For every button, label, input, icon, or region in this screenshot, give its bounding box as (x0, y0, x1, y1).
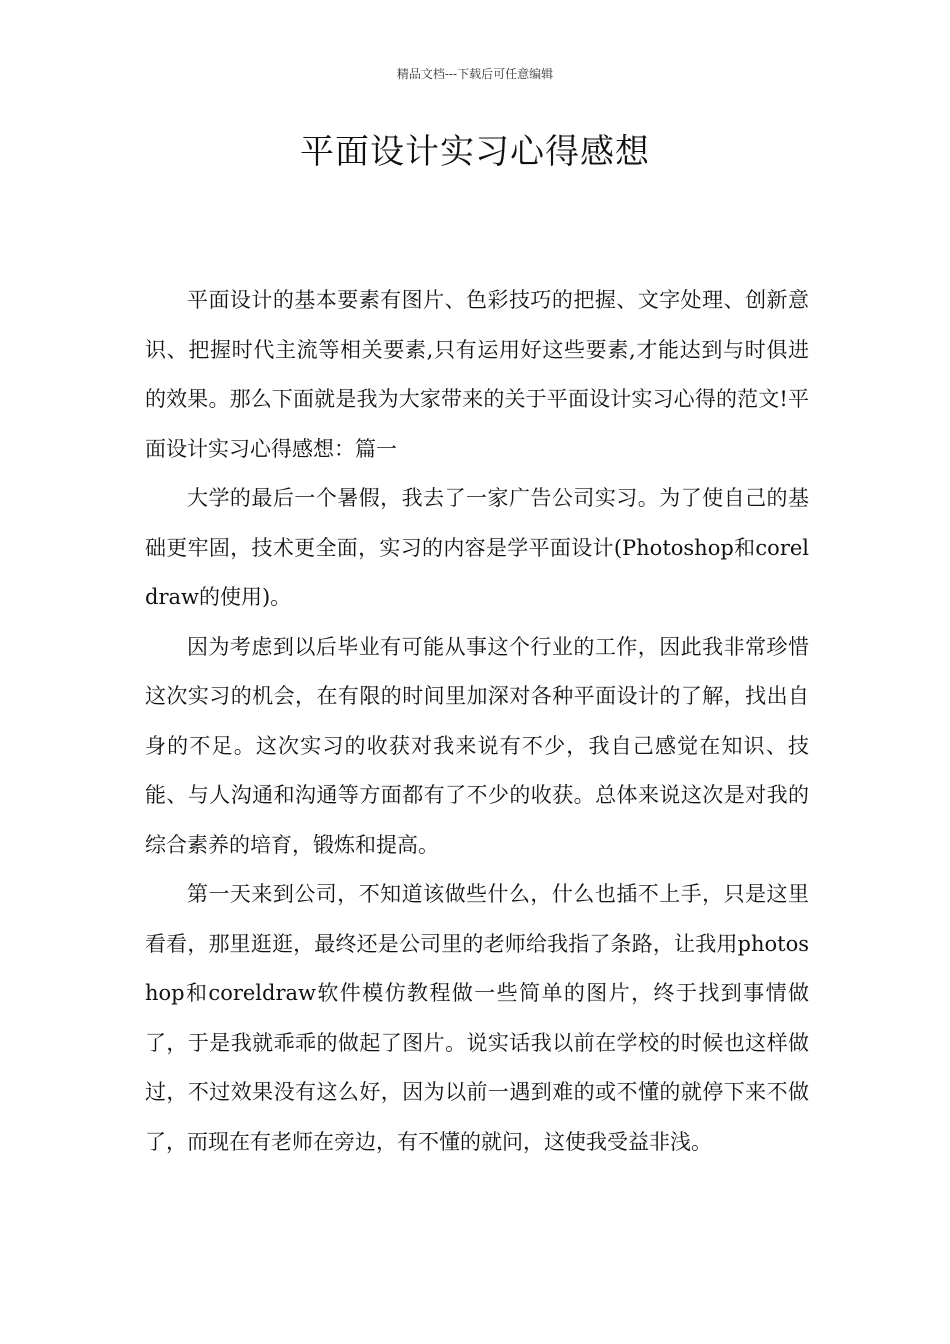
paragraph-internship: 大学的最后一个暑假，我去了一家广告公司实习。为了使自己的基础更牢固，技术更全面，实习的内容是学平面设计(Photoshop和coreldraw的使用)。 (145, 486, 809, 609)
document-title: 平面设计实习心得感想 (300, 132, 650, 172)
page-header-note: 精品文档---下载后可任意编辑 (396, 67, 554, 81)
paragraph-intro: 平面设计的基本要素有图片、色彩技巧的把握、文字处理、创新意识、把握时代主流等相关要素,只有运用好这些要素,才能达到与时俱进的效果。那么下面就是我为大家带来的关于平面设计实习心得的范文!平面设计实习心得感想：篇一 (145, 288, 809, 461)
paragraph-reason: 因为考虑到以后毕业有可能从事这个行业的工作，因此我非常珍惜这次实习的机会，在有限的时间里加深对各种平面设计的了解，找出自身的不足。这次实习的收获对我来说有不少，我自己感觉在知识、技能、与人沟通和沟通等方面都有了不少的收获。总体来说这次是对我的综合素养的培育，锻炼和提高。 (145, 634, 809, 857)
document-body (145, 276, 809, 1167)
paragraph-first-day: 第一天来到公司，不知道该做些什么，什么也插不上手，只是这里看看，那里逛逛，最终还是公司里的老师给我指了条路，让我用photoshop和coreldraw软件模仿教程做一些简单的图片，终于找到事情做了，于是我就乖乖的做起了图片。说实话我以前在学校的时候也这样做过，不过效果没有这么好，因为以前一遇到难的或不懂的就停下来不做了，而现在有老师在旁边，有不懂的就问，这使我受益非浅。 (145, 882, 809, 1154)
